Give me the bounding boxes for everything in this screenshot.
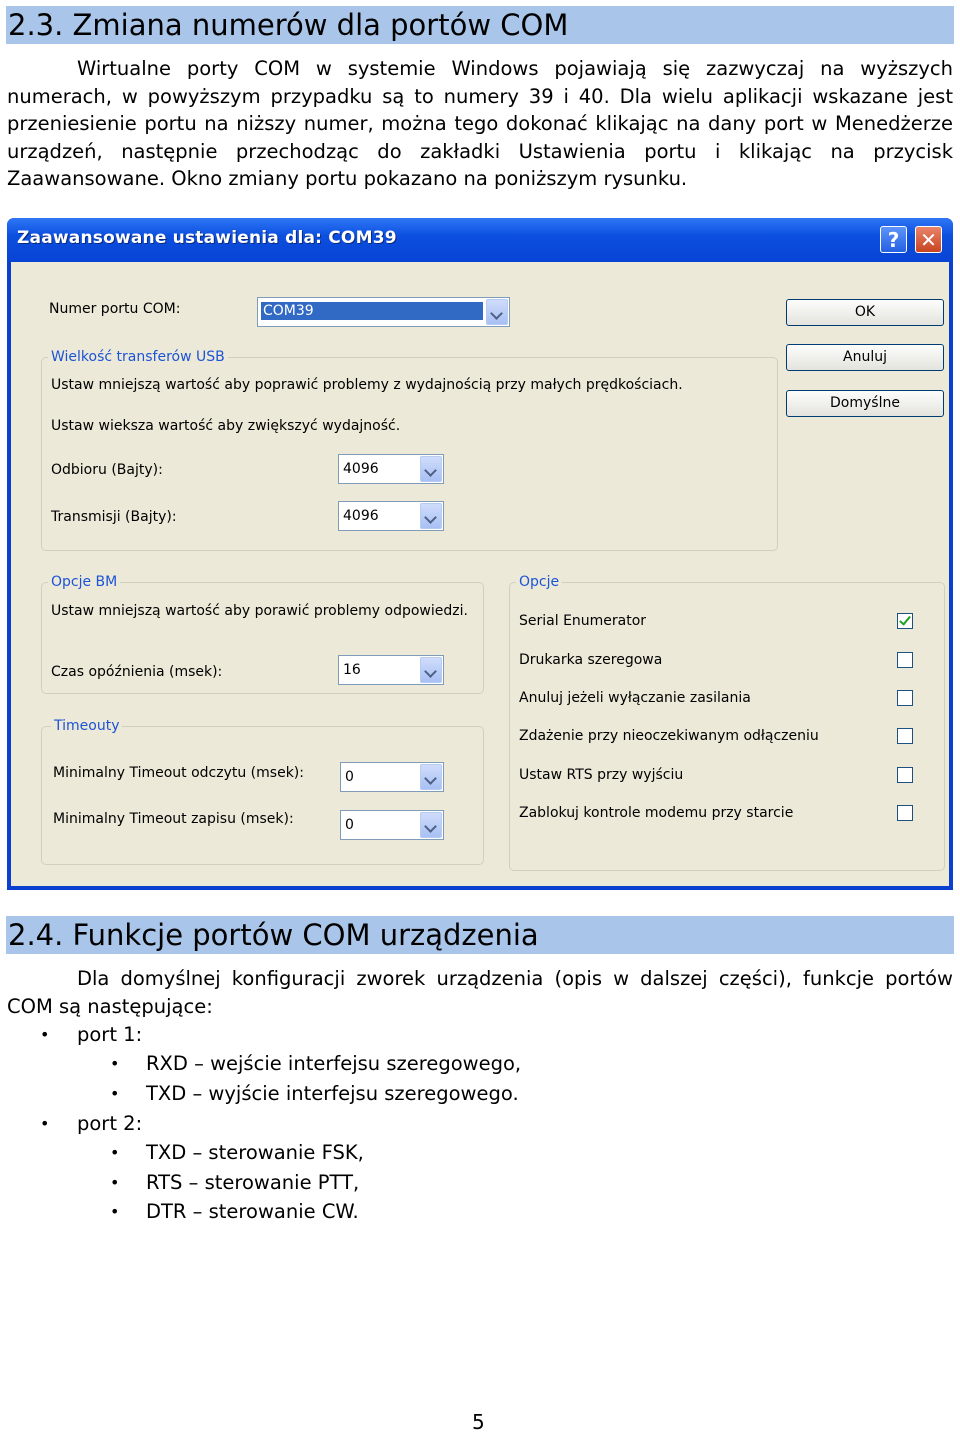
receive-bytes-label: Odbioru (Bajty): (51, 462, 163, 478)
dialog-title: Zaawansowane ustawienia dla: COM39 (17, 228, 397, 248)
port-number-label: Numer portu COM: (49, 301, 181, 317)
dialog-body (11, 262, 949, 886)
latency-select[interactable] (338, 655, 444, 685)
port-number-value: COM39 (261, 302, 483, 320)
latency-label: Czas opóźnienia (msek): (51, 664, 223, 680)
min-write-timeout-select[interactable] (340, 810, 444, 840)
section-heading-2-3: 2.3. Zmiana numerów dla portów COM (6, 6, 954, 44)
chevron-down-icon[interactable] (420, 764, 442, 790)
port1-item: TXD – wyjście interfejsu szeregowego. (146, 1082, 519, 1105)
port-number-select[interactable] (257, 297, 510, 327)
port2-item: DTR – sterowanie CW. (146, 1200, 359, 1223)
set-rts-on-close-checkbox[interactable] (897, 767, 913, 783)
usb-group-title: Wielkość transferów USB (48, 349, 228, 365)
usb-hint-smaller: Ustaw mniejszą wartość aby poprawić problemy z wydajnością przy małych prędkościach. (51, 377, 683, 393)
bm-group-title: Opcje BM (48, 574, 120, 590)
close-button[interactable]: ✕ (915, 226, 942, 253)
section-heading-2-4: 2.4. Funkcje portów COM urządzenia (6, 916, 954, 954)
bullet-icon: • (110, 1143, 120, 1162)
surprise-removal-checkbox[interactable] (897, 728, 913, 744)
chevron-down-icon[interactable] (420, 456, 442, 482)
port2-item: RTS – sterowanie PTT, (146, 1171, 360, 1194)
port1-item: RXD – wejście interfejsu szeregowego, (146, 1052, 522, 1075)
min-read-timeout-value: 0 (345, 769, 354, 785)
bullet-icon: • (110, 1173, 120, 1192)
timeouts-group (41, 726, 484, 865)
disable-modem-ctrl-checkbox[interactable] (897, 805, 913, 821)
option-label: Drukarka szeregowa (519, 652, 663, 668)
section-2-3-paragraph: Wirtualne porty COM w systemie Windows pojawiają się zazwyczaj na wyższych numerach, w powyższym przypadku są to numery 39 i 40. Dla wielu aplikacji wskazane jest przeniesienie portu na niższy numer, można tego dokonać klikając na dany port w Menedżerze urządzeń, następnie przechodząc do zakładki Ustawienia portu i klikając na przycisk Zaawansowane. Okno zmiany portu pokazano na poniższym rysunku. (7, 57, 953, 190)
option-label: Ustaw RTS przy wyjściu (519, 767, 684, 783)
timeouts-group-title: Timeouty (51, 718, 122, 734)
serial-printer-checkbox[interactable] (897, 652, 913, 668)
bullet-icon: • (110, 1084, 120, 1103)
defaults-button[interactable]: Domyślne (786, 390, 944, 417)
min-read-timeout-label: Minimalny Timeout odczytu (msek): (53, 765, 304, 781)
chevron-down-icon[interactable] (486, 299, 508, 325)
serial-enumerator-checkbox[interactable] (897, 613, 913, 629)
bullet-icon: • (110, 1054, 120, 1073)
chevron-down-icon[interactable] (420, 812, 442, 838)
option-label: Serial Enumerator (519, 613, 647, 629)
bullet-icon: • (110, 1202, 120, 1221)
help-button[interactable]: ? (880, 226, 907, 253)
bullet-icon: • (40, 1114, 50, 1133)
advanced-settings-dialog (7, 218, 953, 890)
page-number: 5 (472, 1410, 485, 1434)
option-label: Zdażenie przy nieoczekiwanym odłączeniu (519, 728, 819, 744)
section-2-4-paragraph: Dla domyślnej konfiguracji zworek urządzenia (opis w dalszej części), funkcje portów COM są następujące: (7, 967, 953, 1018)
port2-label: port 2: (77, 1112, 143, 1135)
port1-label: port 1: (77, 1023, 143, 1046)
min-write-timeout-label: Minimalny Timeout zapisu (msek): (53, 811, 294, 827)
min-write-timeout-value: 0 (345, 817, 354, 833)
option-label: Zablokuj kontrole modemu przy starcie (519, 805, 794, 821)
receive-bytes-value: 4096 (343, 461, 379, 477)
cancel-if-power-off-checkbox[interactable] (897, 690, 913, 706)
receive-bytes-select[interactable] (338, 454, 444, 484)
bullet-icon: • (40, 1025, 50, 1044)
transmit-bytes-label: Transmisji (Bajty): (51, 509, 177, 525)
latency-value: 16 (343, 662, 361, 678)
dialog-title-bar (7, 218, 953, 262)
port2-item: TXD – sterowanie FSK, (146, 1141, 364, 1164)
options-group-title: Opcje (516, 574, 562, 590)
cancel-button[interactable]: Anuluj (786, 344, 944, 371)
option-label: Anuluj jeżeli wyłączanie zasilania (519, 690, 751, 706)
usb-hint-larger: Ustaw wieksza wartość aby zwiększyć wydajność. (51, 418, 401, 434)
bm-hint: Ustaw mniejszą wartość aby porawić problemy odpowiedzi. (51, 603, 468, 619)
chevron-down-icon[interactable] (420, 657, 442, 683)
transmit-bytes-select[interactable] (338, 501, 444, 531)
chevron-down-icon[interactable] (420, 503, 442, 529)
transmit-bytes-value: 4096 (343, 508, 379, 524)
min-read-timeout-select[interactable] (340, 762, 444, 792)
ok-button[interactable]: OK (786, 299, 944, 326)
